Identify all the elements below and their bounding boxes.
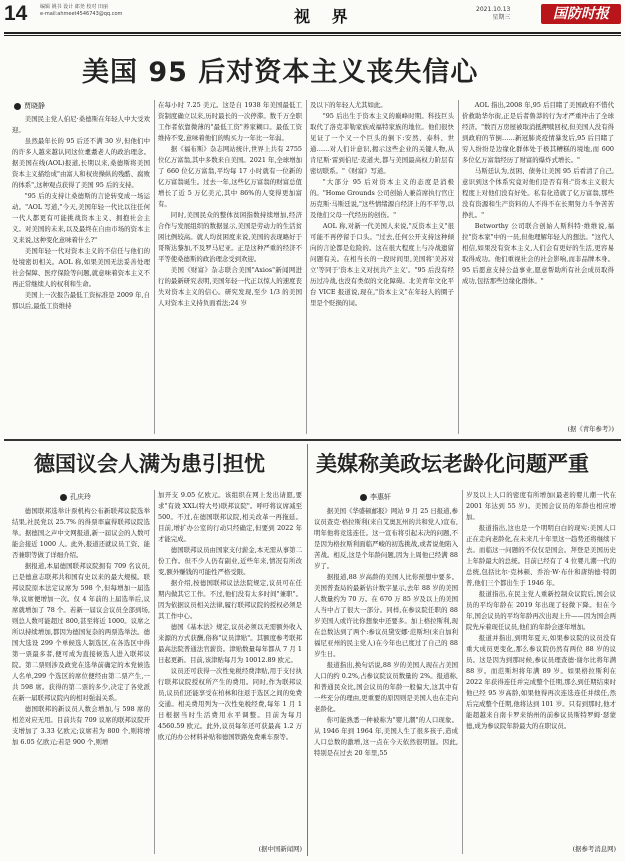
de-article-byline	[60, 492, 91, 502]
us-article-column-2	[466, 490, 616, 842]
author-name: 李惠轩	[370, 493, 391, 501]
main-article-column-2	[158, 100, 302, 436]
paragraph: 美国年轻一代对资本主义的不信任与他们的处境密切相关。AOL 称,如果美国无法妥善处理社会保障、医疗保险等问题,就意味着资本主义不再正常继续人的权利和生命。	[12, 247, 150, 288]
paragraph: 德国《基本法》规定,议员必须以无需额外收入来源的方式获酬,俗称"议员津贴"。其额度参考联邦最高法院普通法官薪资。津贴数量每年都从 7 月 1 日起更新。目前,该津贴每月为 10012.89 欧元。	[158, 623, 302, 664]
paragraph: 美国《财富》杂志联合美国"Axios"新闻网进行的最新研究表明,美国年轻一代正以惊人的速度丧失对资本主义的信心。研究发现,至少 1/3 的美国人对资本主义持负面看法;24 岁	[158, 266, 302, 307]
paragraph: 美国民主党人伯尼·桑德斯在年轻人中大受欢迎。	[12, 115, 150, 134]
us-article-source: (据参考消息网)	[572, 845, 616, 853]
paragraph: 虽然最年长的 95 后还不满 30 岁,但他们中的许多人越来越认同这位耄耋老人的政治理念。据美国在线(AOL)报道,长期以来,桑德斯将美国资本主义描绘成"由富人和权贵操纵的残酷、腐败的体系",这种观点获得了美国 95 后的支持。	[12, 137, 150, 189]
paragraph: 及以下的年轻人尤其如此。	[310, 101, 387, 109]
paragraph: 德国联邦选举计票机构公布新联邦议院选举结果,社民党以 25.7% 的得票率赢得联邦议院选举。据德国之声中文网报道,新一届议会的人数可能会接近 1000 人。此外,报道还就议员工资、能否兼职等做了详细介绍。	[12, 507, 150, 559]
paragraph: 美国上一次报告最低工资标准是 2009 年,自那以后,最低工资维持	[12, 291, 150, 310]
paragraph: 据报道,88 岁高龄的美国人比你预想中要多。美国普查局的最新估计数字显示,去年 88 岁的美国人数量约为 70 万。在 670 万 85 岁及以上的美国人当中占了很大一部分。同样,在参议院任职的 88 岁美国人或许比你想象中还要多。加上格拉斯利,现在总数达到了两个:参议员黛安娜·范斯坦(来自加利福尼亚州的民主党人)在今年也已度过了自己的 88 岁生日。	[314, 573, 458, 658]
weekday-text: 星期三	[492, 14, 511, 21]
main-article-source: (据《青年参考》)	[567, 425, 614, 433]
de-article-headline: 德国议会人满为患引担忧	[34, 452, 265, 476]
paragraph: 报道指出,换句话说,88 岁的美国人现在占美国人口的约 0.2%,占参议院议员数量的 2%。报道称,和普通民众比,国会议员的年龄一般偏大,这其中有一些充分的理由,更重要的原因则是美国人也在走向老龄化。	[314, 661, 458, 713]
paragraph: 报道指出,在民主党人重新控制众议院后,国会议员的平均年龄在 2019 年出现了轻微下降。但在今年,国会议员的平均年龄再次出现上升——因为国会两院先斥着现任议员,他们的年龄会逐年增加。	[466, 590, 616, 631]
header-divider-thin	[4, 35, 621, 36]
paragraph: "大部分 95 后对资本主义的态度是消极的。"Home Grounds 公司创始人兼首席执行官庄历克斯·马斯廷说,"这些情绪源自经济上的不平等,以及他们父母一代经历的创伤。"	[310, 178, 454, 219]
header-divider	[4, 32, 621, 34]
paragraph: 马斯廷认为,贫困、债务让美国 95 后看清了自己,意识到这个体系究竟对他们是否有利:"资本主义很大程度上对他们没有好处。私有化造就了亿万富翁,那些没有资源和生产资料的人不得不在长期努力斗争苦苦挣扎。"	[462, 167, 614, 219]
paragraph: AOL 称,对新一代美国人来说,"反资本主义"很可能不再停留于口头。"过去,任何公开支持这种倾向的言论都是危险的。这在很大程度上与冷战遗留问题有关。在相当长的一段时间里,美国将'美苏对立'等同于'资本主义对抗共产主义'。"95 后没有经历过冷战,也没有类似的文化障碍。北美青年文化平台 VICE 报道说,现在,"资本主义"在年轻人的圈子里是个贬损的词。	[310, 222, 454, 307]
section-title: 视 界	[294, 7, 356, 26]
issue-date	[476, 6, 510, 22]
author-name: 贾晓静	[24, 102, 45, 110]
editor-credits	[40, 4, 122, 18]
byline-bullet-icon	[60, 494, 67, 501]
article-divider	[307, 444, 308, 856]
us-article-column-1	[314, 506, 458, 856]
paragraph: 议员还可获得一次性免税经费津贴,用于支付执行联邦议院授权所产生的费用。同时,作为联邦议员,议员们还能享受在柏林和往返于选区之间的免费交通。相关费用列为一次性免税经费,每年 1 月 1 日根据当时生活费用水平调整。目前为每月 4560.59 欧元。此外,议员每年还可获最高 1.2 万欧元的办公材料补贴和德国铁路免费乘车票等。	[158, 667, 302, 741]
section-divider	[4, 439, 621, 441]
de-article-column-2	[158, 490, 302, 842]
paper-logo: 国防时报	[541, 4, 621, 24]
author-name: 孔庆玲	[70, 493, 91, 501]
paragraph: "95 后的支持让桑德斯的言论转变成一场运动。"AOL 写道,"今天,美国年轻一代比以往任何一代人都更有可能挑战资本主义、拥抱社会主义。对美国的未来,以及最终在自由市场的资本主义来说,这种变化意味着什么?"	[12, 192, 150, 244]
paragraph: 在每小时 7.25 美元。这是自 1938 年美国最低工资制度确立以来,历时最长的一次停滞。数千万全职工作者依靠微薄的"最低工资"养家糊口。最低工资维持不变,意味着他们的购买力一年比一年弱。	[158, 101, 302, 142]
date-text: 2021.10.13	[476, 6, 511, 13]
column-divider	[462, 490, 463, 854]
paragraph: Betworthy 公司联合创始人斯科特·维维说,福拉"资本家"中的一员,但他理解年轻人的想法。"这代人相信,如果没有资本主义,人们会有更好的生活,更容易取得成功。他们重视社会的社会影响,而非品牌本身。95 后愿意支持公益事业,愿意帮助所有社会成员取得成功,包括那些边缘化群体。"	[462, 222, 614, 285]
paragraph: "95 后出生于资本主义的巅峰时期。科技巨头取代了洛克菲勒家族成福特家族的地位。他们很快见证了一个又一个巨头的倒下:安然、泰科、世通……对人们计意识,揭示这些企业的关键人物,从肯尼斯·雷到伯尼·麦道夫,都与美国最高权力阶层有密切联系。"《财富》写道。	[310, 112, 454, 175]
paragraph: 加开支 9.05 亿欧元。该组织在网上发出请愿,要求"有效 XXL(特大号)联邦议院"。呼吁将议席减至 500。不过,在德国联邦议院,相关改革一再拖延。目前,增扩办公室的行动只经确定,但要到 2022 年才能完成。	[158, 491, 302, 543]
column-divider	[458, 100, 459, 434]
byline-bullet-icon	[360, 494, 367, 501]
paragraph: 岁及以上人口的密度有所增加(最老的婴儿潮一代在 2001 年达到 55 岁)。美国会议员的年龄也相应增加。	[466, 491, 616, 521]
paragraph: AOL 指出,2008 年,95 后目睹了美国政府不惜代价救助华尔街,正是后者鲁莽的行为才严重冲击了全球经济。"数百万房屋被取消抵押赎回权,但美国人没有得到政府的节倒……新冠肺炎疫情暴发后,95 后目睹了穷人纷纷是边缘化群体处于极其糟糕的境地,而 600 多位亿万富翁经历了财富的爆炸式增长。"	[462, 101, 614, 164]
de-article-source: (据中国新闻网)	[258, 845, 302, 853]
paragraph: 据报道,本届德国联邦议院拥有 709 名议员,已是德意志联邦共和国有史以来的最大规模。联邦议院原本法定议席为 598 个,但每增加一届选举,议席便增加一次。仅 4 年前的上届选举后,议席就增加了 78 个。若新一届议会议员全部到场,则总人数可能超过 800,甚至将近 1000。议席之所以持续增加,都因为德国复杂的两票选举法。德国大选设 299 个单候选人制选区,在各选区中得第一票最多者,便可成为直接候选人进入联邦议院。第二票则涉及政党在选举前确定的本党候选人名单,299 个选区的席位便经由第二票产生,一共 598 席。获得的第二票的多少,决定了各党派在新一届联邦议院内的相对强弱关系。	[12, 562, 150, 702]
de-article-column-1	[12, 506, 150, 856]
byline-bullet-icon	[14, 103, 21, 110]
us-article-byline	[360, 492, 391, 502]
paragraph: 据美国《华盛顿邮报》网站 9 月 25 日报道,参议员查克·格拉斯利(来自艾奥瓦州的共和党人)宣布,明年他将竞选连任。这一宣布将引起未决的问题,不是因为格拉斯利面临严峻的初选挑战,或者说他陷入苦战。相反,这是个年龄问题,因为上周他已经满 88 岁了。	[314, 507, 458, 570]
email-line: e-mail:ahmeet4546743@qq.com	[40, 11, 123, 17]
paragraph: 德国联邦的新议员人数会增加,与 598 席的相差对应无用。目前共有 709 议席的联邦议院开支增加了 3.33 亿欧元;议席若为 800 个,则将增加 6.05 亿欧元;若是 900 个,则增	[12, 705, 150, 746]
column-divider	[306, 100, 307, 434]
main-headline: 美国 95 后对资本主义丧失信心	[82, 57, 479, 88]
column-divider	[154, 100, 155, 434]
paragraph: 同时,美国民众的整体贫困指数持续增加,经济合作与发展组织的数据显示,美国是劳动力的生活贫困比例较高。就人均贫困度来说,美国的表现略好于哥斯达黎加,不及罗马尼亚。正是这种严重的经济不平等使桑德斯的政治理念受到欢迎。	[158, 211, 302, 263]
us-article-headline: 美媒称美政坛老龄化问题严重	[316, 452, 589, 476]
paragraph: 你可能熟悉一种被称为"婴儿潮"的人口现象。从 1946 年到 1964 年,美国人生了很多孩子,造成人口总数的激增,这一点在今天依然很明显。因此,特别是在过去 20 年里,55	[314, 716, 458, 757]
editor-line: 编辑 姚书 设计 郎尧 校对 田丽	[40, 4, 108, 10]
column-divider	[154, 490, 155, 854]
main-article-column-4	[462, 100, 614, 424]
main-article-column-3	[310, 100, 454, 436]
paragraph: 据《福布斯》杂志网站统计,世界上共有 2755 位亿万富翁,其中多数来自美国。2021 年,全球增加了 660 位亿万富翁,平均每 17 小时就有一位新的亿万富翁诞生。过去一年,这些亿万富翁的财富总值增长了近 5 万亿美元,其中 86%的人变得更加富有。	[158, 145, 302, 208]
paragraph: 据介绍,按德国联邦议法法院规定,议员可在任期内做其它工作。不过,他们没有太多时间"兼职"。因为依据议员相关法律,履行联邦议院的授权必须是其工作中心。	[158, 579, 302, 620]
page-number: 14	[4, 2, 28, 25]
paragraph: 报道并指出,到明年夏天,如果参议院的议员没有重大成员更变化,那么参议院仍然有两位 88 岁的议员。这是因为到那时候,参议员理查德·谢尔比将年满 88 岁。而范斯坦将年满 89 岁。如果格拉斯利在 2022 年获得连任并完成整个任期,那么到任期结束时他已经 95 岁高龄,如果他得再次连选连任并续任,然后完成整个任期,他将达到 101 岁。只有到那时,他才能超越来自南卡罗来纳州的前参议员斯特罗姆·瑟蒙德,成为参议院年龄最大的在职议员。	[466, 634, 616, 730]
paragraph: 德国联邦议员由国家支付薪金,本无需从事第二份工作。但不少人仍有副业,近些年来,情况有所改变,额外赚钱的可能性严格受限。	[158, 546, 302, 576]
main-byline	[14, 101, 45, 111]
paragraph: 报道指出,这也是一个明明白白的现实:美国人口正在走向老龄化,在未来几十年里这一趋势还将继续下去。而临这一问题的不仅仅是国会。拜登是美国历史上年龄最大的总统。目前已经有了 4 位婴儿潮一代的总统,包括比尔·克林顿、乔治·W·布什和唐纳德·特朗普,他们三个都出生于 1946 年。	[466, 524, 616, 587]
main-article-column-1	[12, 114, 150, 436]
